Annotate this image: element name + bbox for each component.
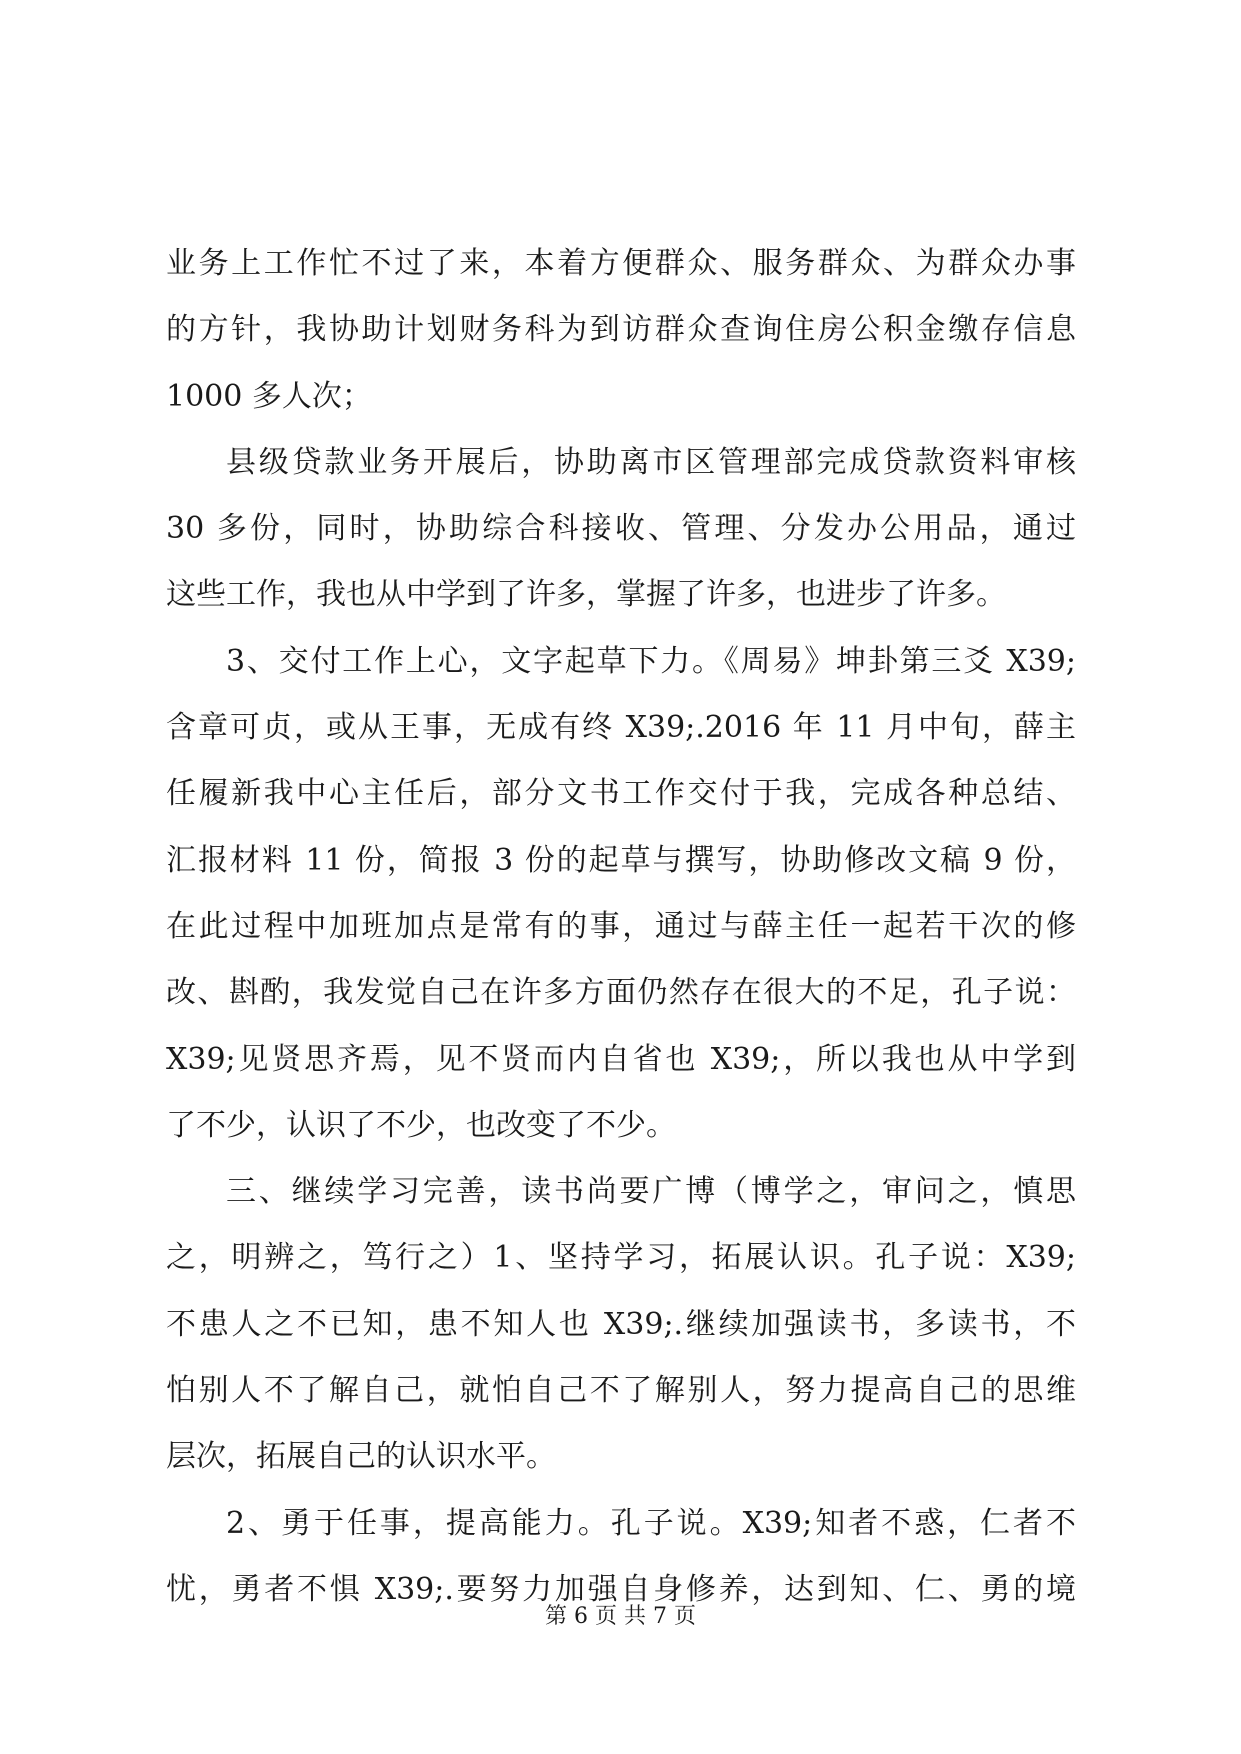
text-line: 1000 多人次；: [166, 378, 372, 414]
text-line: 忧，勇者不惧 X39;.要努力加强自身修养，达到知、仁、勇的境: [166, 1571, 1076, 1607]
text-line: 不患人之不已知，患不知人也 X39;.继续加强读书，多读书，不: [166, 1306, 1076, 1342]
paragraph-start-line: 三、继续学习完善，读书尚要广博（博学之，审问之，慎思: [226, 1174, 1076, 1210]
text-line: 业务上工作忙不过了来，本着方便群众、服务群众、为群众办事: [166, 246, 1076, 281]
text-line: 层次，拓展自己的认识水平。: [166, 1439, 556, 1475]
text-line: 任履新我中心主任后，部分文书工作交付于我，完成各种总结、: [166, 776, 1076, 812]
text-line: 了不少，认识了不少，也改变了不少。: [166, 1107, 676, 1143]
text-line: 含章可贞，或从王事，无成有终 X39;.2016 年 11 月中旬，薛主: [166, 710, 1076, 746]
text-line: 之，明辨之，笃行之）1、坚持学习，拓展认识。孔子说：X39;: [166, 1240, 1076, 1276]
text-line: 改、斟酌，我发觉自己在许多方面仍然存在很大的不足，孔子说：: [166, 975, 1076, 1011]
page-number-footer: 第 6 页 共 7 页: [545, 1604, 696, 1629]
text-line: 30 多份，同时，协助综合科接收、管理、分发办公用品，通过: [166, 511, 1076, 547]
text-line: 怕别人不了解自己，就怕自己不了解别人，努力提高自己的思维: [166, 1373, 1076, 1409]
text-line: 的方针，我协助计划财务科为到访群众查询住房公积金缴存信息: [166, 312, 1076, 348]
body-text: [166, 231, 1076, 1623]
paragraph-start-line: 3、交付工作上心，文字起草下力。《周易》坤卦第三爻 X39;: [226, 643, 1076, 679]
paragraph-start-line: 县级贷款业务开展后，协助离市区管理部完成贷款资料审核: [226, 444, 1076, 480]
paragraph-start-line: 2、勇于任事，提高能力。孔子说。X39;知者不惑，仁者不: [226, 1505, 1076, 1541]
text-line: 汇报材料 11 份，简报 3 份的起草与撰写，协助修改文稿 9 份，: [166, 842, 1076, 878]
text-line: 在此过程中加班加点是常有的事，通过与薛主任一起若干次的修: [166, 908, 1076, 944]
text-line: 这些工作，我也从中学到了许多，掌握了许多，也进步了许多。: [166, 577, 1006, 613]
text-line: X39;见贤思齐焉，见不贤而内自省也 X39;，所以我也从中学到: [166, 1041, 1076, 1077]
